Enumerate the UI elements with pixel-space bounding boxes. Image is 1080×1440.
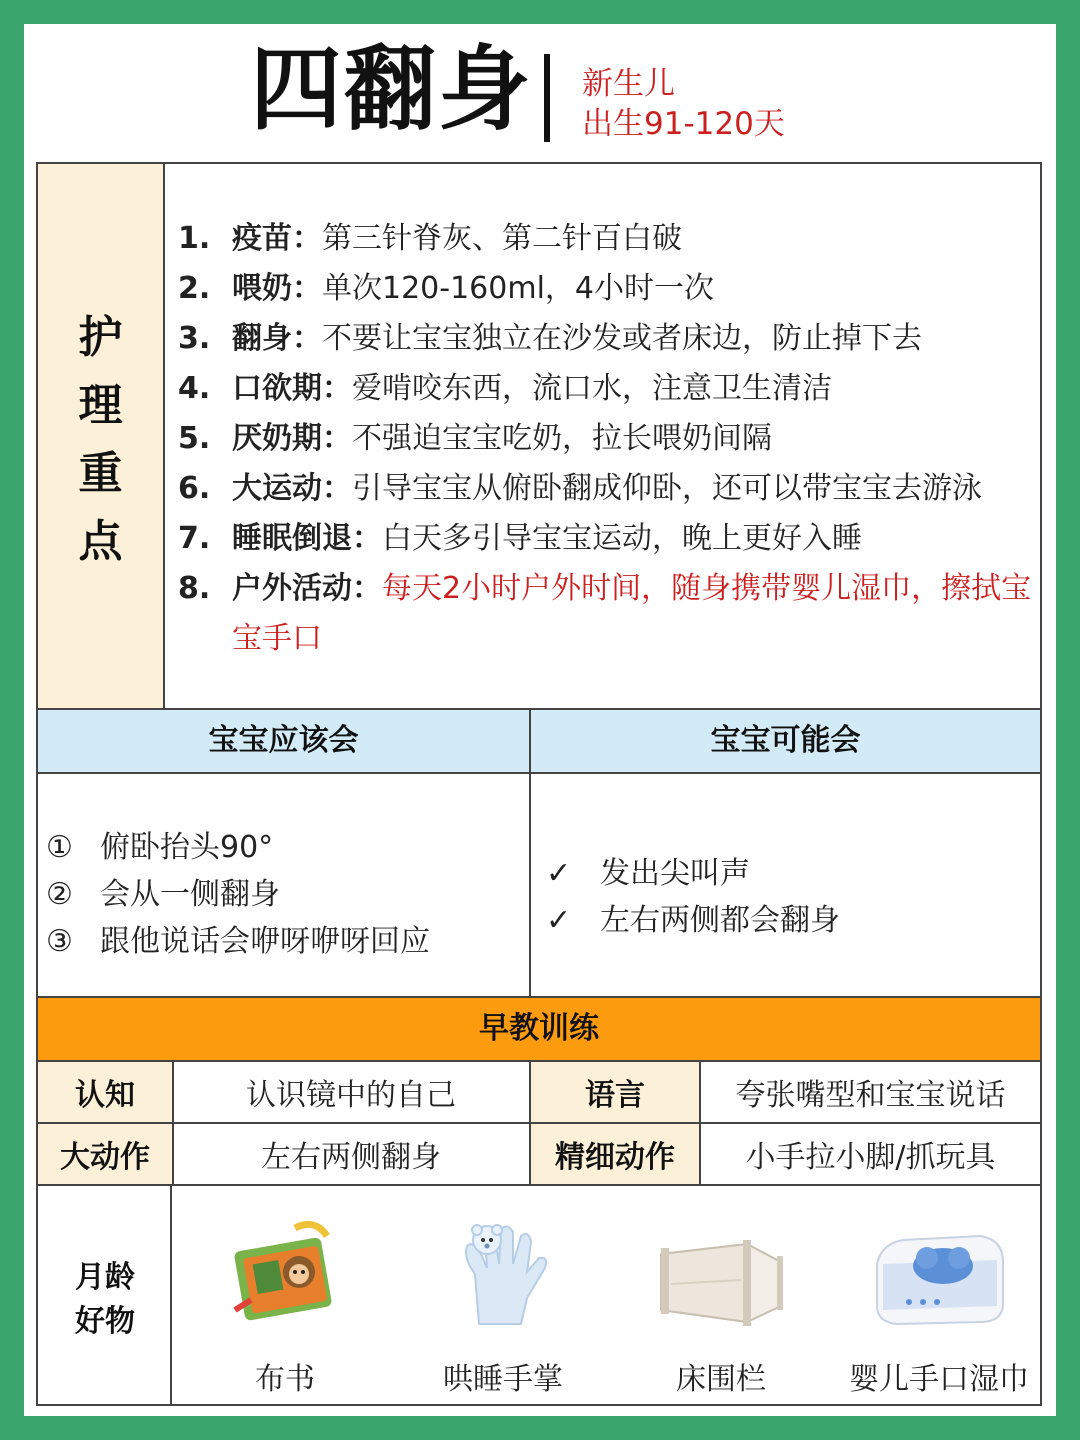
care-side-char: 重 — [78, 448, 123, 499]
edu-value-fine-motor: 小手拉小脚/抓玩具 — [745, 1140, 996, 1175]
goods-item — [830, 1186, 1048, 1406]
subtitle-line-2: 出生91-120天 — [582, 106, 785, 142]
education-header: 早教训练 — [38, 998, 1040, 1062]
care-item-key: 厌奶期： — [232, 421, 352, 456]
care-item-number: 1. — [178, 221, 211, 256]
care-item-text: 引导宝宝从俯卧翻成仰卧，还可以带宝宝去游泳 — [352, 471, 982, 506]
care-item — [178, 214, 1038, 264]
care-side-char: 点 — [78, 516, 123, 567]
list-item — [546, 897, 840, 944]
care-item — [178, 414, 1038, 464]
education-section — [36, 996, 1042, 1186]
care-item-key: 喂奶： — [232, 271, 322, 306]
list-item — [46, 824, 430, 871]
may-list — [546, 850, 840, 944]
care-item — [178, 564, 1038, 664]
goods-label-line: 好物 — [75, 1304, 135, 1339]
care-item-key: 疫苗： — [232, 221, 322, 256]
care-item-number: 3. — [178, 321, 211, 356]
edu-label-language: 语言 — [531, 1062, 699, 1122]
page-title: 四翻身 — [250, 36, 533, 143]
circled-number: ② — [46, 877, 73, 912]
circled-number: ③ — [46, 924, 73, 959]
abilities-divider — [529, 710, 531, 996]
goods-item-name: 布书 — [255, 1362, 315, 1397]
care-item — [178, 264, 1038, 314]
list-item-text: 左右两侧都会翻身 — [600, 903, 840, 938]
list-item-text: 会从一侧翻身 — [100, 877, 280, 912]
info-card — [24, 24, 1056, 1416]
care-item-key: 睡眠倒退： — [232, 521, 382, 556]
goods-section — [36, 1184, 1042, 1406]
care-side-char: 理 — [78, 380, 123, 431]
edu-value-language: 夸张嘴型和宝宝说话 — [735, 1078, 1006, 1113]
care-item-number: 5. — [178, 421, 211, 456]
care-item-number: 4. — [178, 371, 211, 406]
circled-number: ① — [46, 830, 73, 865]
care-list — [178, 214, 1038, 664]
care-item-text-highlight: 每天2小时户外时间，随身携带婴儿湿巾，擦拭宝宝手口 — [232, 571, 1032, 656]
edu-label-gross-motor: 大动作 — [38, 1124, 172, 1184]
edu-value-cognition: 认识镜中的自己 — [246, 1078, 456, 1113]
care-item — [178, 314, 1038, 364]
header — [24, 24, 1056, 160]
soothing-palm-icon — [443, 1214, 563, 1334]
edu-col-divider — [172, 1060, 174, 1184]
care-item — [178, 364, 1038, 414]
goods-item — [394, 1186, 612, 1406]
subtitle-line-1: 新生儿 — [582, 66, 675, 102]
goods-item-name: 哄睡手掌 — [443, 1362, 563, 1397]
care-item-text: 爱啃咬东西，流口水，注意卫生清洁 — [352, 371, 832, 406]
care-item-text: 白天多引导宝宝运动，晚上更好入睡 — [382, 521, 862, 556]
should-list — [46, 824, 430, 965]
baby-wipes-icon — [869, 1214, 1009, 1334]
goods-item — [612, 1186, 830, 1406]
check-icon: ✓ — [546, 903, 572, 938]
goods-side-panel — [38, 1186, 172, 1404]
care-item-key: 户外活动： — [232, 571, 382, 606]
should-header: 宝宝应该会 — [38, 710, 529, 774]
page-subtitle — [582, 64, 785, 144]
care-item-key: 翻身： — [232, 321, 322, 356]
care-item — [178, 514, 1038, 564]
cloth-book-icon — [225, 1214, 345, 1334]
care-item-number: 8. — [178, 571, 211, 606]
bed-rail-icon — [651, 1214, 791, 1334]
edu-col-divider — [699, 1060, 701, 1184]
care-side-char: 护 — [78, 312, 123, 363]
abilities-section — [36, 708, 1042, 998]
goods-label — [38, 1256, 172, 1344]
list-item — [46, 871, 430, 918]
goods-item — [176, 1186, 394, 1406]
care-side-label — [38, 304, 163, 576]
care-item-text: 不要让宝宝独立在沙发或者床边，防止掉下去 — [322, 321, 922, 356]
care-item-number: 6. — [178, 471, 211, 506]
check-icon: ✓ — [546, 856, 572, 891]
edu-label-fine-motor: 精细动作 — [531, 1124, 699, 1184]
care-item-key: 大运动： — [232, 471, 352, 506]
may-header: 宝宝可能会 — [531, 710, 1040, 774]
edu-col-divider — [529, 1060, 531, 1184]
goods-item-name: 婴儿手口湿巾 — [849, 1362, 1029, 1397]
list-item-text: 俯卧抬头90° — [100, 830, 274, 865]
care-side-panel — [38, 164, 165, 708]
care-item-number: 7. — [178, 521, 211, 556]
care-item-text: 第三针脊灰、第二针百白破 — [322, 221, 682, 256]
edu-label-cognition: 认知 — [38, 1062, 172, 1122]
care-section — [36, 162, 1042, 710]
list-item-text: 发出尖叫声 — [600, 856, 750, 891]
edu-row-divider — [38, 1122, 1040, 1124]
title-divider — [544, 54, 550, 142]
list-item — [546, 850, 840, 897]
list-item-text: 跟他说话会咿呀咿呀回应 — [100, 924, 430, 959]
care-item-key: 口欲期： — [232, 371, 352, 406]
care-item-number: 2. — [178, 271, 211, 306]
care-item — [178, 464, 1038, 514]
goods-label-line: 月龄 — [75, 1260, 135, 1295]
care-item-text: 单次120-160ml，4小时一次 — [322, 271, 714, 306]
care-item-text: 不强迫宝宝吃奶，拉长喂奶间隔 — [352, 421, 772, 456]
edu-value-gross-motor: 左右两侧翻身 — [261, 1140, 441, 1175]
list-item — [46, 918, 430, 965]
goods-item-name: 床围栏 — [676, 1362, 766, 1397]
